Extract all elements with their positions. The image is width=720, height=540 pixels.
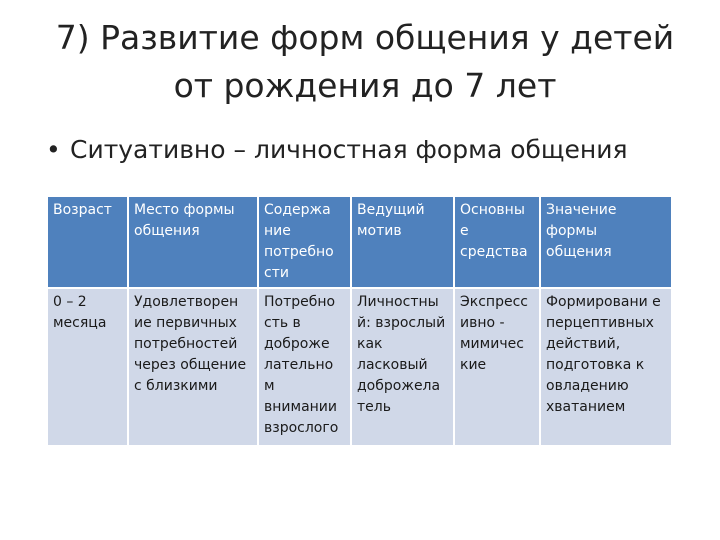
slide-title-line-2: от рождения до 7 лет <box>173 66 557 105</box>
bullet-item <box>46 130 628 170</box>
header-main-means: Основны е средства <box>454 197 540 288</box>
cell-need-content: Потребно сть в доброже лательно м внимании взрослого <box>258 288 351 445</box>
header-place: Место формы общения <box>128 197 258 288</box>
bullet-icon: • <box>46 135 61 164</box>
slide-title-line-1: 7) Развитие форм общения у детей <box>55 18 675 57</box>
cell-age: 0 – 2 месяца <box>48 288 128 445</box>
table-header-row <box>48 197 671 288</box>
cell-significance: Формировани е перцептивных действий, подготовка к овладению хватанием <box>540 288 671 445</box>
header-leading-motive: Ведущий мотив <box>351 197 454 288</box>
header-need-content: Содержа ние потребно сти <box>258 197 351 288</box>
communication-table <box>48 197 671 445</box>
table-row <box>48 288 671 445</box>
slide-title <box>40 14 690 110</box>
cell-leading-motive: Личностны й: взрослый как ласковый доброжела тель <box>351 288 454 445</box>
header-significance: Значение формы общения <box>540 197 671 288</box>
cell-place: Удовлетворен ие первичных потребностей через общение с близкими <box>128 288 258 445</box>
bullet-text: Ситуативно – личностная форма общения <box>70 135 628 164</box>
cell-main-means: Экспресс ивно - мимичес кие <box>454 288 540 445</box>
header-age: Возраст <box>48 197 128 288</box>
